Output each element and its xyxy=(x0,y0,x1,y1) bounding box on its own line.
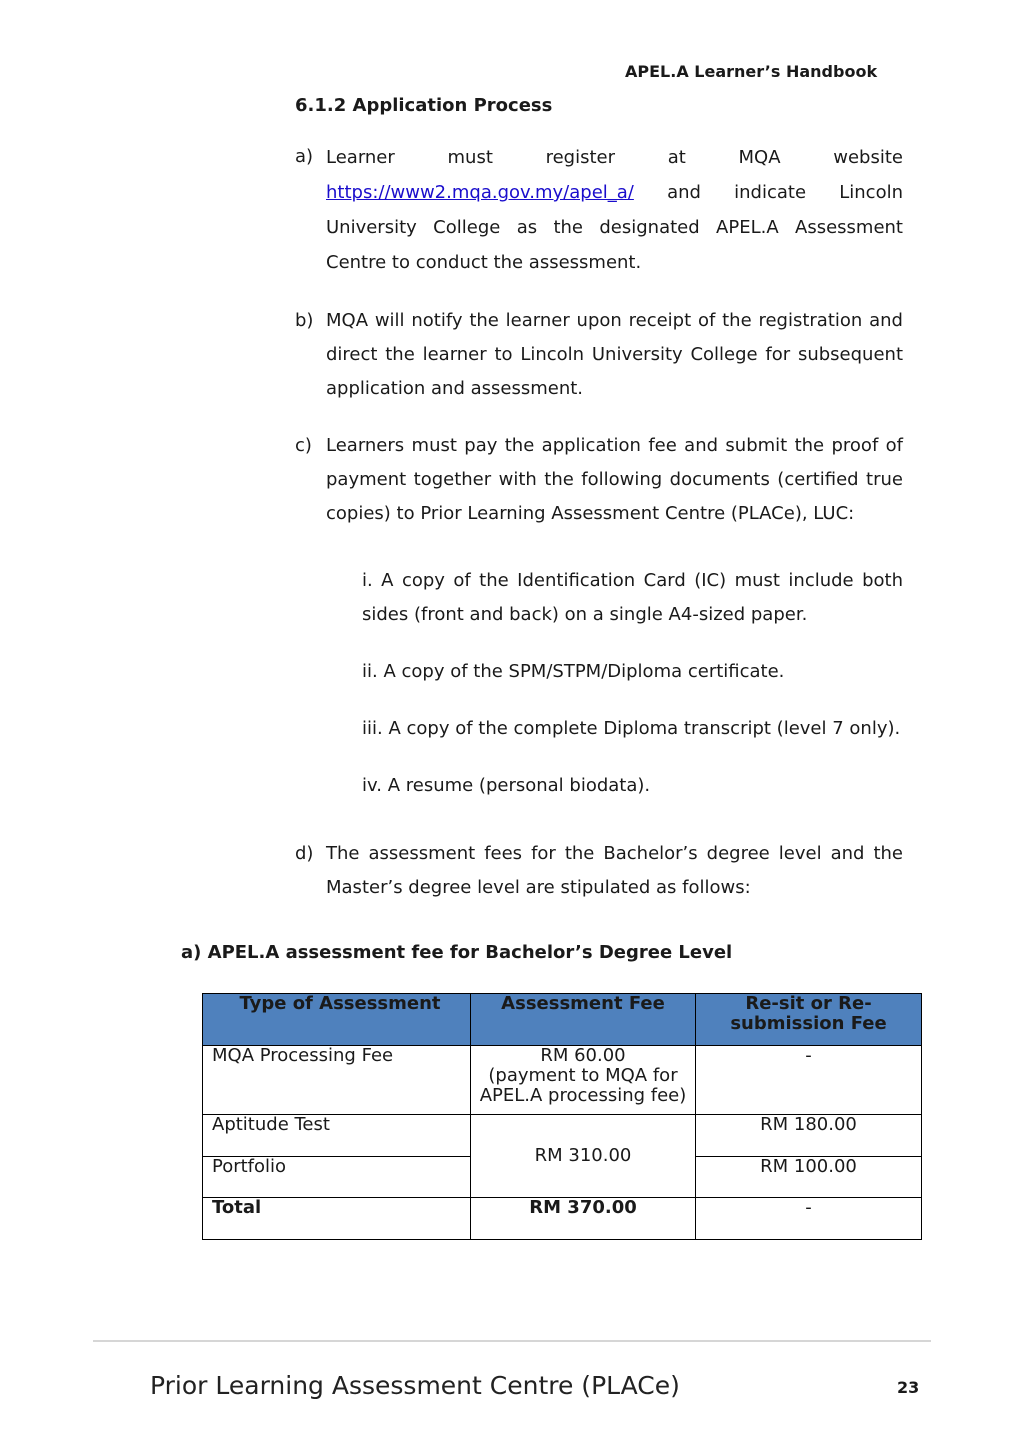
list-item-text xyxy=(326,140,903,280)
list-item-b xyxy=(295,304,903,406)
list-marker: d) xyxy=(295,843,314,864)
list-marker: c) xyxy=(295,435,312,456)
footer-text: Prior Learning Assessment Centre (PLACe) xyxy=(150,1371,680,1400)
cell-fee xyxy=(471,1046,696,1115)
fee-note: (payment to MQA for APEL.A processing fee) xyxy=(479,1065,687,1106)
cell-type: MQA Processing Fee xyxy=(203,1046,471,1115)
mqa-website-link[interactable]: https://www2.mqa.gov.my/apel_a/ xyxy=(326,182,634,203)
cell-type: Total xyxy=(203,1198,471,1240)
list-item-a xyxy=(295,140,903,280)
document-item: ii. A copy of the SPM/STPM/Diploma certificate. xyxy=(362,661,785,682)
cell-resit: RM 180.00 xyxy=(696,1115,922,1157)
cell-fee: RM 310.00 xyxy=(471,1115,696,1198)
document-item: iii. A copy of the complete Diploma transcript (level 7 only). xyxy=(362,718,901,739)
cell-fee: RM 370.00 xyxy=(471,1198,696,1240)
cell-resit: RM 100.00 xyxy=(696,1157,922,1198)
column-header-resit: Re-sit or Re-submission Fee xyxy=(696,994,922,1046)
running-header: APEL.A Learner’s Handbook xyxy=(625,62,878,81)
list-item-text: MQA will notify the learner upon receipt of the registration and direct the learner to Lincoln University College for subsequent application and assessment. xyxy=(326,310,903,399)
page-number: 23 xyxy=(897,1378,920,1397)
column-header-fee: Assessment Fee xyxy=(471,994,696,1046)
list-item-c xyxy=(295,429,903,531)
cell-type: Aptitude Test xyxy=(203,1115,471,1157)
list-item-d xyxy=(295,837,903,905)
table-row xyxy=(203,1046,922,1115)
list-item-text: The assessment fees for the Bachelor’s degree level and the Master’s degree level are stipulated as follows: xyxy=(326,843,903,898)
section-title: 6.1.2 Application Process xyxy=(295,95,553,116)
fee-amount: RM 60.00 xyxy=(540,1045,626,1066)
list-marker: a) xyxy=(295,146,314,167)
bachelor-fee-table xyxy=(202,993,922,1240)
cell-resit: - xyxy=(696,1198,922,1240)
document-item: iv. A resume (personal biodata). xyxy=(362,775,651,796)
item-text-before-link: Learner must register at MQA website xyxy=(326,147,903,168)
column-header-type: Type of Assessment xyxy=(203,994,471,1046)
cell-resit: - xyxy=(696,1046,922,1115)
table-row-total xyxy=(203,1198,922,1240)
item-text-after-link: and indicate Lincoln University College as the designated APEL.A Assessment Centre to conduct the assessment. xyxy=(326,182,903,273)
list-item-text: Learners must pay the application fee and submit the proof of payment together with the following documents (certified true copies) to Prior Learning Assessment Centre (PLACe), LUC: xyxy=(326,435,903,524)
list-marker: b) xyxy=(295,310,314,331)
footer-divider xyxy=(93,1340,931,1342)
bachelor-fee-title: a) APEL.A assessment fee for Bachelor’s Degree Level xyxy=(181,942,733,963)
cell-type: Portfolio xyxy=(203,1157,471,1198)
table-row xyxy=(203,1115,922,1157)
document-item: i. A copy of the Identification Card (IC) must include both sides (front and back) on a single A4-sized paper. xyxy=(362,570,903,625)
table-header-row xyxy=(203,994,922,1046)
